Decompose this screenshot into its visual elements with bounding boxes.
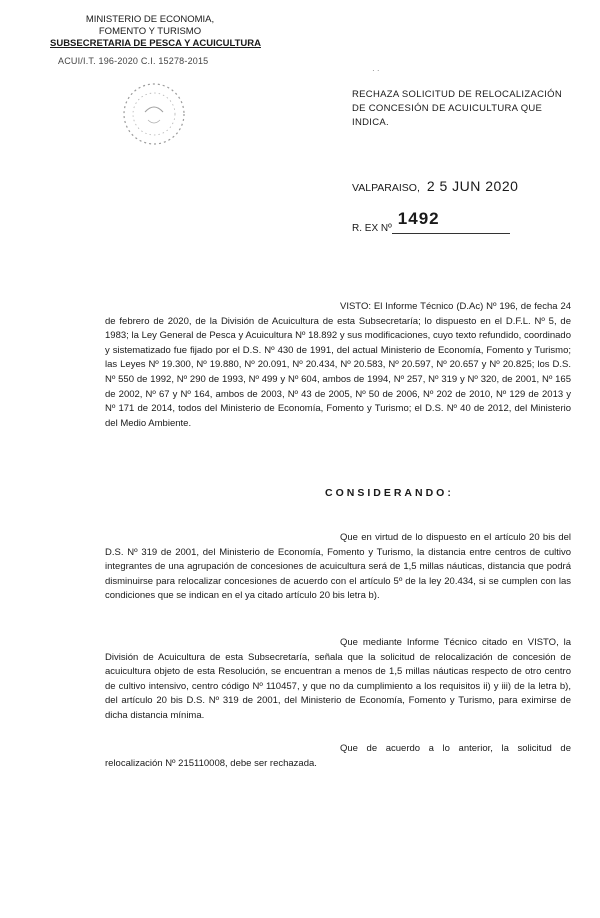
place-date [352, 178, 518, 194]
city-label: VALPARAISO, [352, 182, 420, 194]
considerando-paragraph-2 [105, 636, 571, 724]
letterhead [50, 14, 261, 50]
considerando-heading: CONSIDERANDO: [325, 487, 454, 499]
visto-lead: VISTO: El Informe Técnico (D.Ac) Nº 196, de [340, 301, 532, 312]
stamp-mark: · · [372, 66, 380, 75]
considerando-2-lead: Que mediante Informe Técnico citado en [340, 637, 523, 648]
resolution-number [352, 209, 510, 234]
resolution-number-value: 1492 [397, 209, 440, 228]
considerando-3-lead: Que de acuerdo a lo anterior, la solicitud [340, 743, 552, 754]
resolution-label: R. EX Nº [352, 223, 392, 234]
considerando-paragraph-3 [105, 742, 571, 771]
resolution-subject: RECHAZA SOLICITUD DE RELOCALIZACIÓN DE CONCESIÓN DE ACUICULTURA QUE INDICA. [352, 89, 563, 128]
visto-paragraph [105, 300, 571, 431]
reference-code: ACUI/I.T. 196-2020 C.I. 15278-2015 [58, 56, 209, 66]
considerando-paragraph-1 [105, 531, 571, 604]
ministry-line-2: FOMENTO Y TURISMO [98, 26, 202, 37]
considerando-3-body: de relocalización Nº 215110008, debe ser rechazada. [105, 743, 571, 769]
visto-body: fecha 24 de febrero de 2020, de la División de Acuicultura de esta Subsecretaría; lo dispuesto en el D.F.L. Nº 5, de 1983; la Ley General de Pesca y Acuicultura Nº 18.892 y sus modificaciones, cuyo texto refundido, coordinado y sistematizado fue fijado por el D.S. Nº 430 de 1991, del actual Ministerio de Economía, Fomento y Turismo; las Leyes Nº 19.300, Nº 19.880, Nº 20.091, Nº 20.434, Nº 20.583, Nº 20.597, Nº 20.657 y Nº 20.825; los D.S. Nº 550 de 1992, Nº 290 de 1993, Nº 499 y Nº 604, ambos de 1994, Nº 257, Nº 319 y Nº 320, de 2001, Nº 165 de 2002, Nº 67 y Nº 164, ambos de 2003, Nº 43 de 2005, Nº 50 de 2006, Nº 202 de 2010, Nº 129 de 2013 y Nº 171 de 2014, todos del Ministerio de Economía, Fomento y Turismo; el D.S. Nº 40 de 2012, del Ministerio del Medio Ambiente. [105, 301, 572, 429]
subsecretaria-line: SUBSECRETARIA DE PESCA Y ACUICULTURA [50, 38, 261, 49]
considerando-1-body: artículo 20 bis del D.S. Nº 319 de 2001, del Ministerio de Economía, Fomento y Turismo, la distancia entre centros de cultivo integrantes de una agrupación de concesiones de acuicultura será de 1,5 millas náuticas, distancia que podrá disminuirse para relocalizar concesiones de acuerdo con el artículo 5º de la ley 20.434, si se cumplen con las condiciones que se indican en el ya citado artículo 20 bis letra b). [105, 532, 572, 602]
stamp-date: 2 5 JUN 2020 [426, 178, 519, 194]
resolution-number-line [392, 209, 510, 234]
considerando-1-lead: Que en virtud de lo dispuesto en el [340, 532, 492, 543]
ministry-line-1: MINISTERIO DE ECONOMIA, [85, 14, 215, 25]
seal-stamp-icon [118, 78, 190, 150]
considerando-2-body: VISTO, la División de Acuicultura de esta Subsecretaría, señala que la solicitud de relocalización de concesión de acuicultura objeto de esta Resolución, se encuentran a menos de 1,5 millas náuticas respecto de otro centro de cultivo intensivo, centro código Nº 110457, y que no da cumplimiento a los requisitos ii) y iii) de la letra b), del artículo 20 bis D.S. Nº 319 de 2001, del Ministerio de Economía, Fomento y Turismo, para eximirse de dicha distancia mínima. [105, 637, 572, 721]
